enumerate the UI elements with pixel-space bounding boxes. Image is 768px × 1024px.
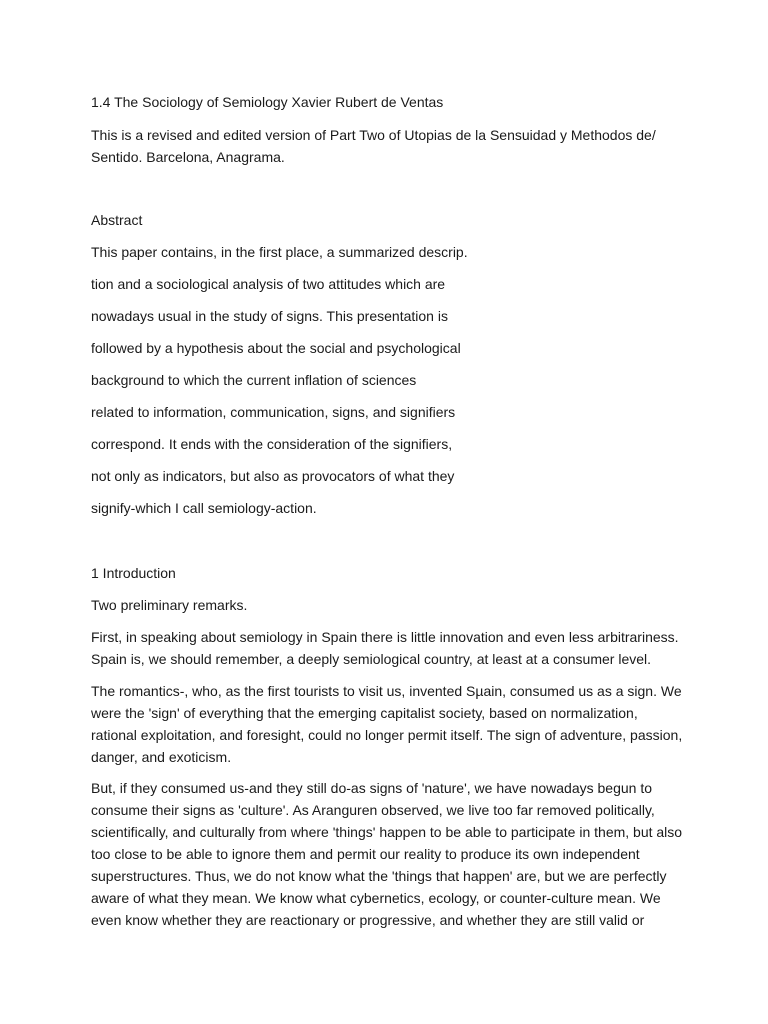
abstract-line: followed by a hypothesis about the social and psychological: [91, 340, 461, 356]
abstract-line: correspond. It ends with the consideration of the signifiers,: [91, 436, 453, 452]
intro-note: This is a revised and edited version of Part Two of Utopias de la Sensuidad y Methodos de/ Sentido. Barcelona, Anagrama.: [91, 127, 656, 165]
abstract-line: not only as indicators, but also as provocators of what they: [91, 468, 455, 484]
abstract-line: nowadays usual in the study of signs. This presentation is: [91, 308, 448, 324]
abstract-line: related to information, communication, signs, and signifiers: [91, 404, 456, 420]
abstract-title: Abstract: [91, 212, 143, 228]
abstract-line: tion and a sociological analysis of two attitudes which are: [91, 276, 446, 292]
abstract-line: signify-which I call semiology-action.: [91, 500, 317, 516]
abstract-line: background to which the current inflation of sciences: [91, 372, 417, 388]
document-heading: 1.4 The Sociology of Semiology Xavier Rubert de Ventas: [91, 94, 444, 110]
abstract-line: This paper contains, in the first place, a summarized descrip.: [91, 244, 468, 260]
intro-paragraph: Two preliminary remarks.: [91, 597, 248, 613]
intro-paragraph: The romantics-, who, as the first tourists to visit us, invented Sµain, consumed us as a sign. We were the 'sign' of everything that the emerging capitalist society, based on normalization, rational exploitation, and foresight, could no longer permit itself. The sign of adventure, passion, danger, and exoticism.: [91, 683, 683, 765]
intro-paragraph: First, in speaking about semiology in Spain there is little innovation and even less arbitrariness. Spain is, we should remember, a deeply semiological country, at least at a consumer level.: [91, 629, 679, 667]
intro-paragraph: But, if they consumed us-and they still do-as signs of 'nature', we have nowadays begun to consume their signs as 'culture'. As Aranguren observed, we live too far removed politically, scientifically, and culturally from where 'things' happen to be able to participate in them, but also too close to be able to ignore them and permit our reality to produce its own independent superstructures. Thus, we do not know what the 'things that happen' are, but we are perfectly aware of what they mean. We know what cybernetics, ecology, or counter-culture mean. We even know whether they are reactionary or progressive, and whether they are still valid or: [91, 780, 683, 928]
introduction-title: 1 Introduction: [91, 565, 176, 581]
